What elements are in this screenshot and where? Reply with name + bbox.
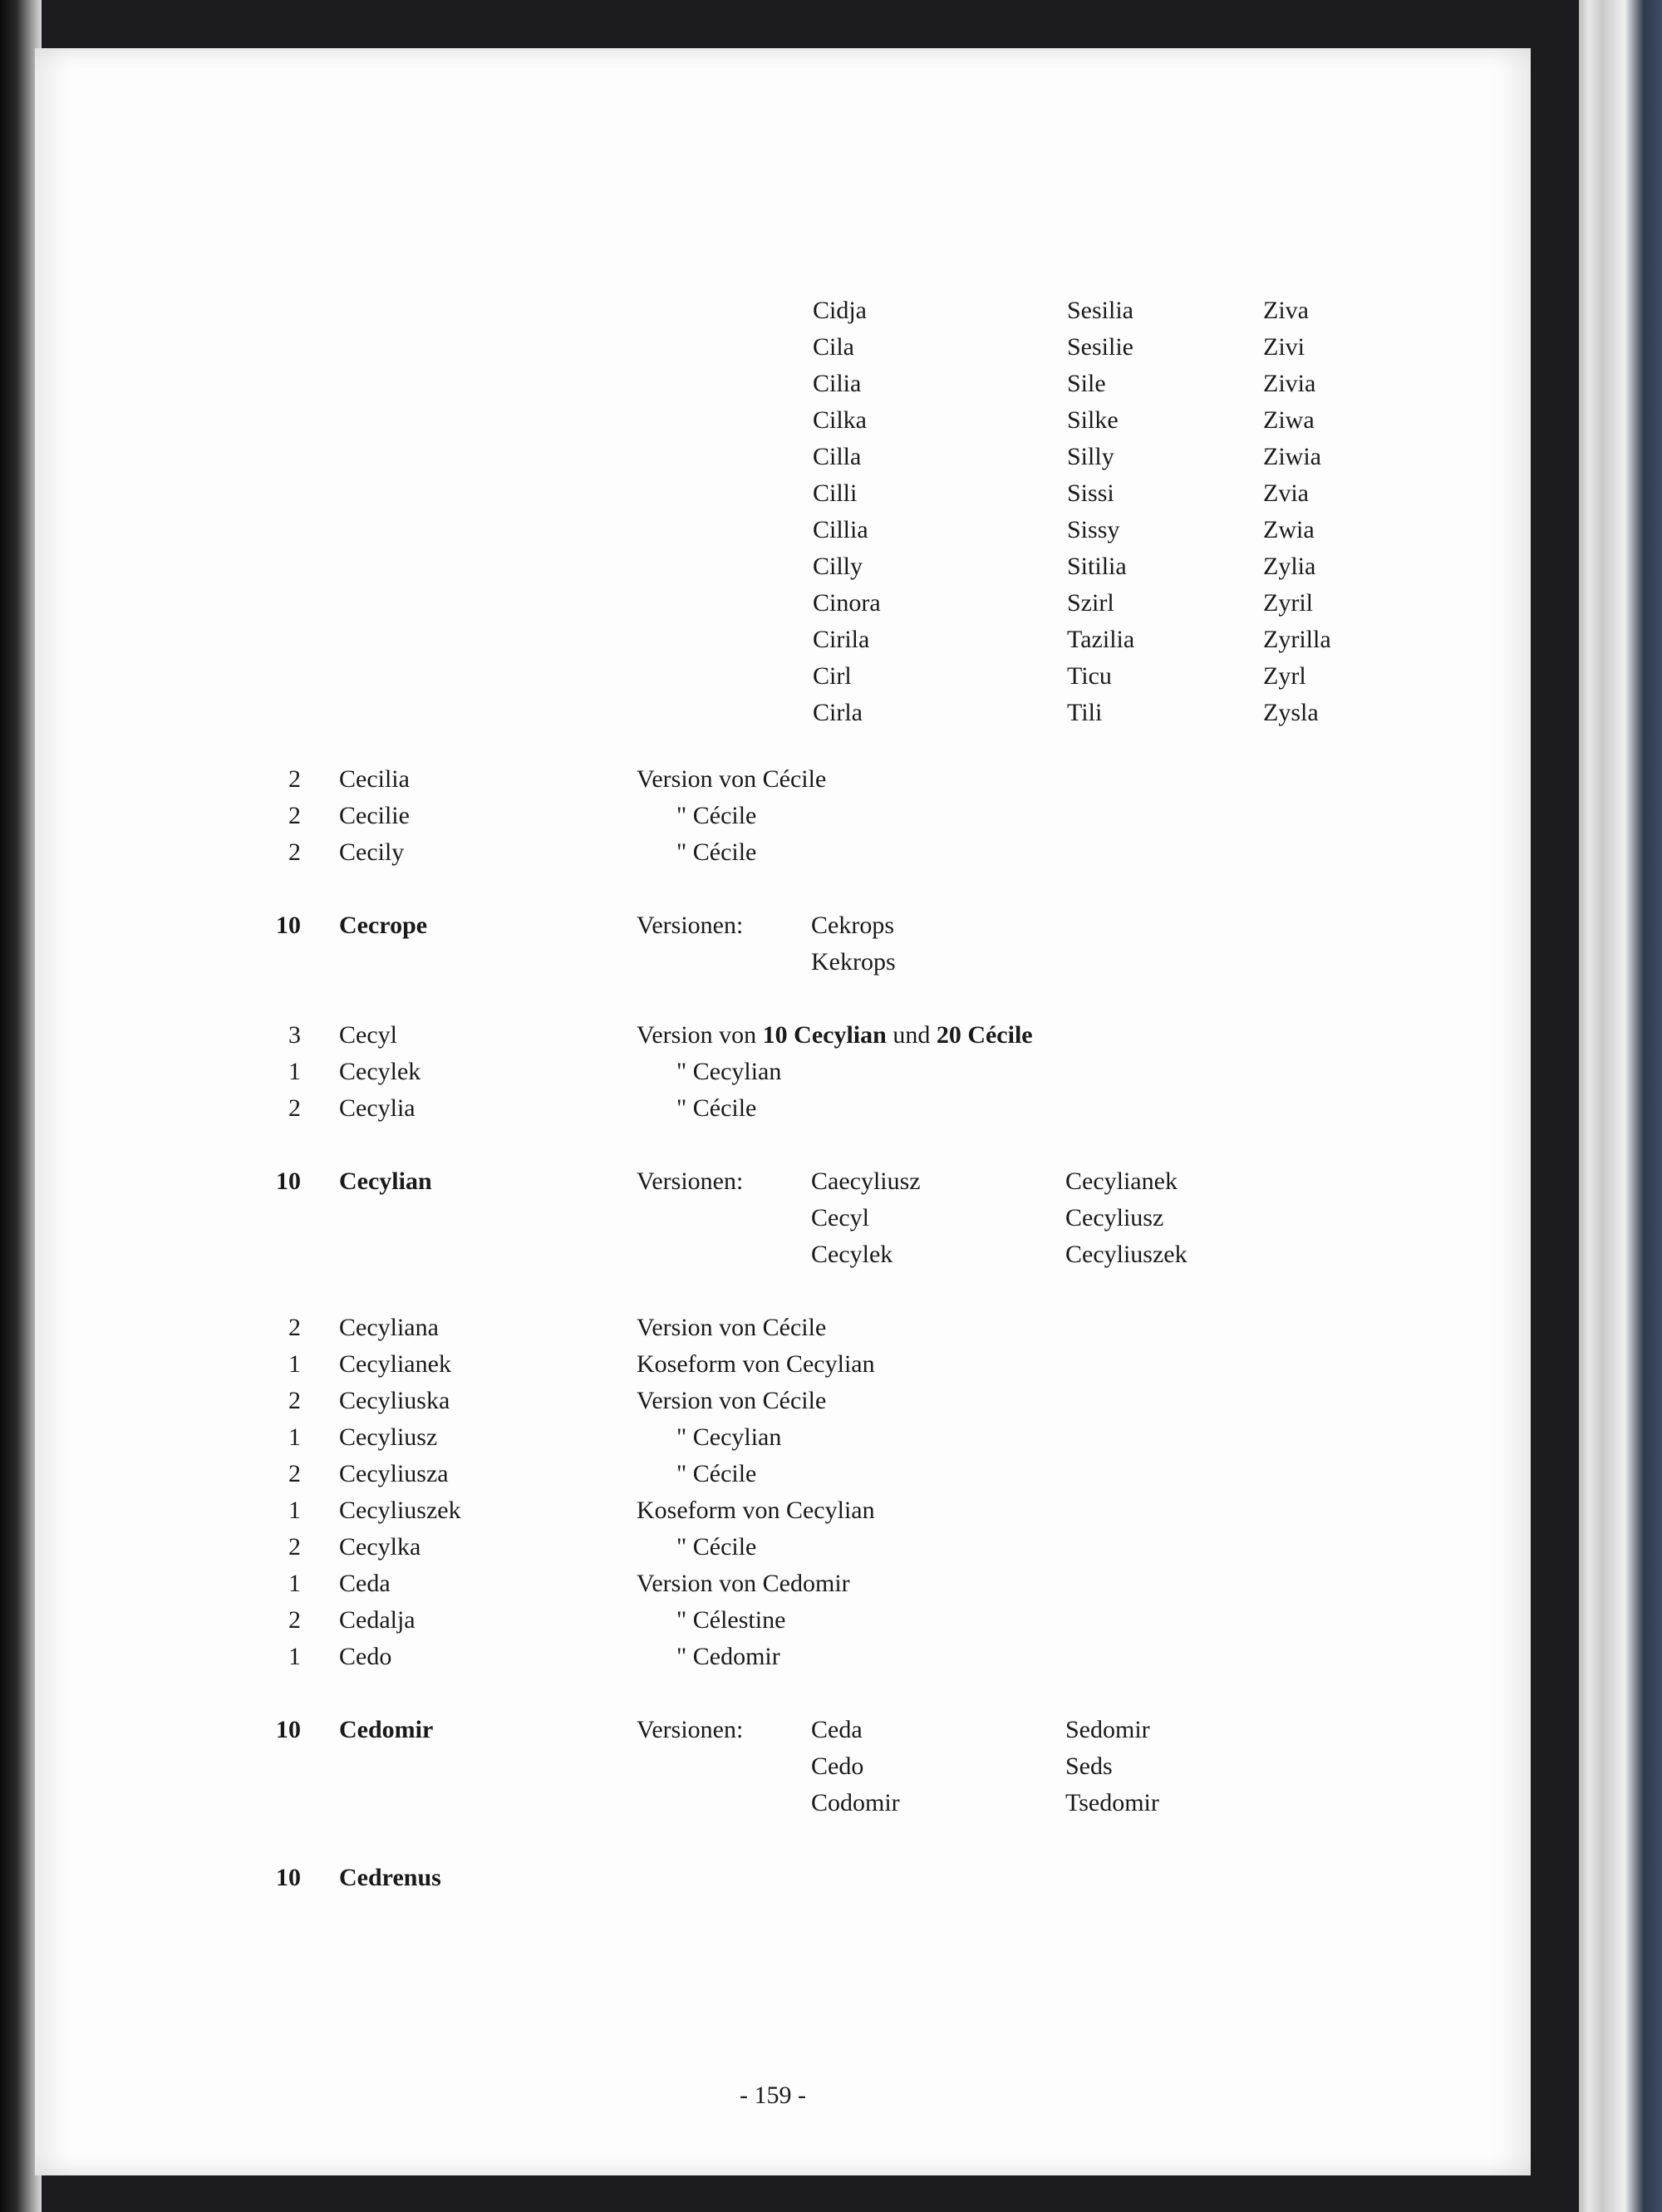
entry-description: " Célestine bbox=[676, 1606, 786, 1634]
name-entry: Cilly bbox=[813, 553, 863, 580]
name-entry: Sissi bbox=[1067, 479, 1114, 507]
entry-number: 1 bbox=[288, 1058, 301, 1085]
entry-name: Cecyliuszek bbox=[339, 1497, 461, 1524]
name-entry: Cirla bbox=[813, 699, 863, 726]
version-name: Sedomir bbox=[1065, 1716, 1150, 1743]
entry-number: 2 bbox=[288, 1533, 301, 1561]
name-entry: Zwia bbox=[1263, 516, 1315, 543]
entry-name: Cecylian bbox=[339, 1167, 432, 1195]
entry-number: 1 bbox=[288, 1570, 301, 1597]
entry-name: Cecyl bbox=[339, 1021, 397, 1049]
name-entry: Silly bbox=[1067, 443, 1114, 470]
name-entry: Szirl bbox=[1067, 589, 1114, 617]
entry-name: Cedalja bbox=[339, 1606, 416, 1634]
entry-number: 1 bbox=[288, 1497, 301, 1524]
name-entry: Cinora bbox=[813, 589, 881, 617]
entry-name: Cedrenus bbox=[339, 1864, 441, 1891]
entry-number: 10 bbox=[276, 1864, 301, 1891]
name-entry: Zvia bbox=[1263, 479, 1309, 507]
book-edge-right bbox=[1579, 0, 1662, 2212]
name-entry: Ziwa bbox=[1263, 406, 1315, 434]
entry-description: " Cécile bbox=[676, 1533, 757, 1561]
name-entry: Cirl bbox=[813, 662, 852, 690]
entry-number: 2 bbox=[288, 765, 301, 793]
name-entry: Cilli bbox=[813, 479, 858, 507]
entry-name: Cecily bbox=[339, 838, 405, 866]
entry-name: Cedo bbox=[339, 1643, 392, 1670]
name-entry: Zyrl bbox=[1263, 662, 1306, 690]
name-entry: Zivi bbox=[1263, 333, 1305, 361]
name-entry: Tili bbox=[1067, 699, 1103, 726]
version-name: Cedo bbox=[811, 1752, 864, 1780]
name-entry: Zylia bbox=[1263, 553, 1316, 580]
name-entry: Silke bbox=[1067, 406, 1119, 434]
entry-number: 2 bbox=[288, 1314, 301, 1341]
name-entry: Cilka bbox=[813, 406, 867, 434]
name-entry: Cirila bbox=[813, 626, 870, 653]
entry-description: " Cecylian bbox=[676, 1423, 782, 1451]
version-name: Cecyl bbox=[811, 1204, 869, 1231]
name-entry: Zyril bbox=[1263, 589, 1313, 617]
entry-number: 2 bbox=[288, 1460, 301, 1487]
version-name: Ceda bbox=[811, 1716, 863, 1743]
version-name: Kekrops bbox=[811, 948, 896, 976]
entry-description: " Cécile bbox=[676, 1460, 757, 1487]
book-page bbox=[35, 48, 1531, 2175]
entry-name: Cecyliuska bbox=[339, 1387, 450, 1414]
entry-number: 3 bbox=[288, 1021, 301, 1049]
entry-number: 10 bbox=[276, 1167, 301, 1195]
entry-description: Versionen: bbox=[637, 912, 744, 939]
version-name: Cecyliusz bbox=[1065, 1204, 1164, 1231]
name-entry: Zysla bbox=[1263, 699, 1319, 726]
entry-name: Cecylianek bbox=[339, 1350, 451, 1378]
entry-number: 10 bbox=[276, 912, 301, 939]
entry-name: Ceda bbox=[339, 1570, 391, 1597]
version-name: Cecyliuszek bbox=[1065, 1241, 1187, 1268]
entry-description: " Cécile bbox=[676, 802, 757, 829]
name-entry: Sesilia bbox=[1067, 297, 1133, 324]
entry-description: " Cecylian bbox=[676, 1058, 782, 1085]
entry-number: 10 bbox=[276, 1716, 301, 1743]
version-name: Tsedomir bbox=[1065, 1789, 1159, 1816]
entry-number: 1 bbox=[288, 1350, 301, 1378]
entry-number: 2 bbox=[288, 802, 301, 829]
entry-number: 1 bbox=[288, 1423, 301, 1451]
entry-description: Koseform von Cecylian bbox=[637, 1350, 875, 1378]
entry-description: Version von 10 Cecylian und 20 Cécile bbox=[637, 1021, 1033, 1049]
entry-name: Cecilia bbox=[339, 765, 410, 793]
entry-name: Cecilie bbox=[339, 802, 410, 829]
name-entry: Zyrilla bbox=[1263, 626, 1331, 653]
name-entry: Cilla bbox=[813, 443, 862, 470]
name-entry: Cidja bbox=[813, 297, 867, 324]
entry-description: Version von Cécile bbox=[637, 765, 827, 793]
entry-number: 2 bbox=[288, 1606, 301, 1634]
name-entry: Zivia bbox=[1263, 370, 1316, 397]
entry-description: " Cedomir bbox=[676, 1643, 780, 1670]
entry-name: Cecyliana bbox=[339, 1314, 439, 1341]
entry-description: Koseform von Cecylian bbox=[637, 1497, 875, 1524]
entry-number: 1 bbox=[288, 1643, 301, 1670]
name-entry: Ziwia bbox=[1263, 443, 1321, 470]
entry-number: 2 bbox=[288, 838, 301, 866]
name-entry: Sitilia bbox=[1067, 553, 1127, 580]
entry-number: 2 bbox=[288, 1094, 301, 1122]
entry-name: Cecrope bbox=[339, 912, 428, 939]
entry-name: Cecyliusz bbox=[339, 1423, 438, 1451]
entry-description: Version von Cedomir bbox=[637, 1570, 850, 1597]
entry-name: Cecylia bbox=[339, 1094, 416, 1122]
name-entry: Ziva bbox=[1263, 297, 1309, 324]
entry-description: Versionen: bbox=[637, 1716, 744, 1743]
version-name: Cecylianek bbox=[1065, 1167, 1178, 1195]
entry-description: " Cécile bbox=[676, 1094, 757, 1122]
entry-name: Cecylek bbox=[339, 1058, 421, 1085]
version-name: Seds bbox=[1065, 1752, 1113, 1780]
entry-description: " Cécile bbox=[676, 838, 757, 866]
version-name: Caecyliusz bbox=[811, 1167, 921, 1195]
name-entry: Ticu bbox=[1067, 662, 1112, 690]
entry-name: Cedomir bbox=[339, 1716, 434, 1743]
entry-description: Version von Cécile bbox=[637, 1314, 827, 1341]
entry-name: Cecylka bbox=[339, 1533, 421, 1561]
entry-name: Cecyliusza bbox=[339, 1460, 449, 1487]
name-entry: Tazilia bbox=[1067, 626, 1135, 653]
version-name: Cecylek bbox=[811, 1241, 893, 1268]
name-entry: Sile bbox=[1067, 370, 1106, 397]
entry-description: Versionen: bbox=[637, 1167, 744, 1195]
name-entry: Sesilie bbox=[1067, 333, 1133, 361]
version-name: Cekrops bbox=[811, 912, 894, 939]
entry-description: Version von Cécile bbox=[637, 1387, 827, 1414]
entry-number: 2 bbox=[288, 1387, 301, 1414]
name-entry: Cilia bbox=[813, 370, 862, 397]
page-number: - 159 - bbox=[740, 2082, 806, 2109]
name-entry: Cillia bbox=[813, 516, 868, 543]
name-entry: Cila bbox=[813, 333, 854, 361]
name-entry: Sissy bbox=[1067, 516, 1120, 543]
version-name: Codomir bbox=[811, 1789, 900, 1816]
